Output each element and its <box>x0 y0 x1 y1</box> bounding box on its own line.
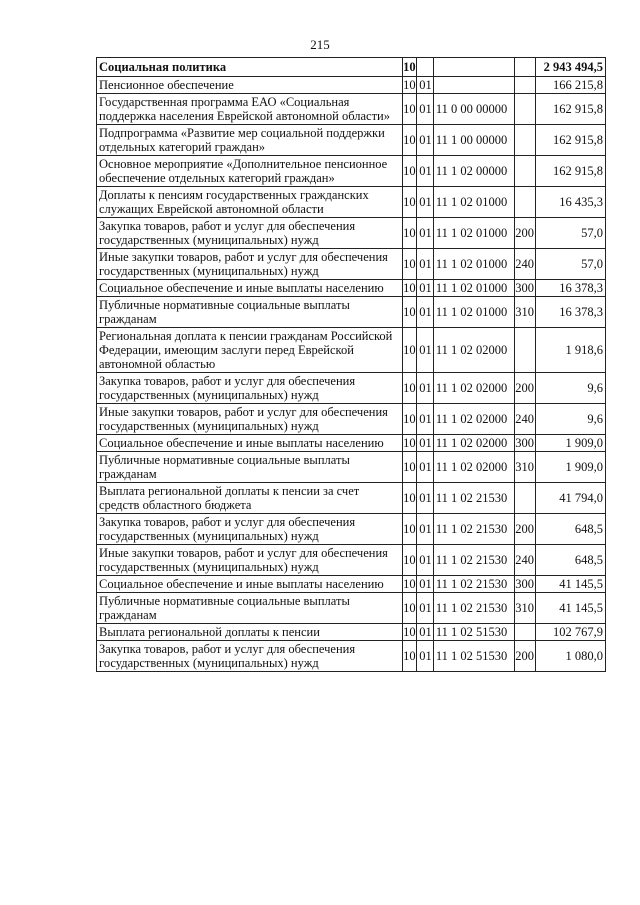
section-code-cell: 10 <box>403 281 416 295</box>
section-code-cell: 10 <box>402 593 417 624</box>
row-name-cell: Закупка товаров, работ и услуг для обеспечения государственных (муниципальных) нужд <box>97 373 403 404</box>
row-name-cell: Выплата региональной доплаты к пенсии <box>97 624 403 641</box>
amount-cell: 162 915,8 <box>536 125 606 156</box>
amount-cell: 16 435,3 <box>536 187 606 218</box>
expense-type-code-cell: 300 <box>515 281 534 295</box>
section-code-cell: 10 <box>402 94 417 125</box>
row-name-cell: Закупка товаров, работ и услуг для обеспечения государственных (муниципальных) нужд <box>97 218 403 249</box>
target-item-code-cell: 11 1 02 01000 <box>433 218 514 249</box>
section-code-cell: 10 <box>403 78 416 92</box>
expense-type-code-cell <box>515 328 536 373</box>
amount-cell: 162 915,8 <box>536 156 606 187</box>
amount-cell: 166 215,8 <box>536 77 606 94</box>
subsection-code-cell: 01 <box>417 483 434 514</box>
amount-cell: 57,0 <box>536 249 606 280</box>
table-row <box>97 249 606 280</box>
table-row <box>97 156 606 187</box>
section-code-cell: 10 <box>402 545 417 576</box>
expense-type-code-cell: 300 <box>515 577 534 591</box>
amount-cell: 162 915,8 <box>536 94 606 125</box>
expense-type-code-cell: 240 <box>515 249 536 280</box>
table-row <box>97 94 606 125</box>
target-item-code-cell: 11 0 00 00000 <box>433 94 514 125</box>
table-row <box>97 593 606 624</box>
expense-type-code-cell: 240 <box>515 545 536 576</box>
target-item-code-cell: 11 1 02 21530 <box>433 483 514 514</box>
table-row <box>97 280 606 297</box>
subsection-code-cell: 01 <box>417 77 434 94</box>
table-row <box>97 373 606 404</box>
table-row <box>97 187 606 218</box>
expense-type-code-cell: 240 <box>515 404 536 435</box>
subsection-code-cell: 01 <box>417 125 434 156</box>
budget-table <box>96 57 606 672</box>
amount-cell: 41 794,0 <box>536 483 606 514</box>
amount-cell: 1 918,6 <box>536 328 606 373</box>
subsection-code-cell: 01 <box>417 218 434 249</box>
amount-cell: 41 145,5 <box>536 576 606 593</box>
target-item-code-cell: 11 1 02 01000 <box>433 297 514 328</box>
row-name-cell: Подпрограмма «Развитие мер социальной поддержки отдельных категорий граждан» <box>97 125 403 156</box>
table-row <box>97 641 606 672</box>
section-code-cell: 10 <box>402 297 417 328</box>
row-name-cell: Иные закупки товаров, работ и услуг для обеспечения государственных (муниципальных) нужд <box>97 249 403 280</box>
target-item-code-cell <box>433 58 514 77</box>
subsection-code-cell: 01 <box>417 514 434 545</box>
row-name-cell: Закупка товаров, работ и услуг для обеспечения государственных (муниципальных) нужд <box>97 641 403 672</box>
row-name-cell: Публичные нормативные социальные выплаты гражданам <box>97 297 403 328</box>
section-code-cell: 10 <box>402 156 417 187</box>
expense-type-code-cell: 200 <box>515 641 536 672</box>
amount-cell: 1 080,0 <box>536 641 606 672</box>
target-item-code-cell: 11 1 02 02000 <box>433 328 514 373</box>
target-item-code-cell: 11 1 02 21530 <box>433 593 514 624</box>
expense-type-code-cell <box>515 77 536 94</box>
target-item-code-cell: 11 1 00 00000 <box>433 125 514 156</box>
row-name-cell: Публичные нормативные социальные выплаты гражданам <box>97 593 403 624</box>
expense-type-code-cell <box>515 58 536 77</box>
target-item-code-cell <box>433 77 514 94</box>
table-row <box>97 218 606 249</box>
amount-cell: 16 378,3 <box>536 280 606 297</box>
subsection-code-cell: 01 <box>417 187 434 218</box>
row-name-cell: Иные закупки товаров, работ и услуг для обеспечения государственных (муниципальных) нужд <box>97 545 403 576</box>
subsection-code-cell <box>417 58 434 77</box>
row-name-cell: Выплата региональной доплаты к пенсии за счет средств областного бюджета <box>97 483 403 514</box>
section-code-cell: 10 <box>402 328 417 373</box>
amount-cell: 102 767,9 <box>536 624 606 641</box>
subsection-code-cell: 01 <box>417 280 434 297</box>
amount-cell: 648,5 <box>536 545 606 576</box>
table-row <box>97 297 606 328</box>
target-item-code-cell: 11 1 02 51530 <box>433 641 514 672</box>
table-row <box>97 435 606 452</box>
row-name-cell: Государственная программа ЕАО «Социальная поддержка населения Еврейской автономной области» <box>97 94 403 125</box>
subsection-code-cell: 01 <box>417 593 434 624</box>
target-item-code-cell: 11 1 02 02000 <box>433 452 514 483</box>
target-item-code-cell: 11 1 02 02000 <box>433 435 514 452</box>
amount-cell: 16 378,3 <box>536 297 606 328</box>
amount-cell: 2 943 494,5 <box>536 58 606 77</box>
amount-cell: 1 909,0 <box>536 452 606 483</box>
amount-cell: 9,6 <box>536 404 606 435</box>
target-item-code-cell: 11 1 02 21530 <box>433 545 514 576</box>
row-name-cell: Социальное обеспечение и иные выплаты населению <box>97 280 403 297</box>
budget-table-body <box>97 58 606 672</box>
target-item-code-cell: 11 1 02 01000 <box>433 249 514 280</box>
section-code-cell: 10 <box>403 577 416 591</box>
row-name-cell: Пенсионное обеспечение <box>97 77 403 94</box>
section-code-cell: 10 <box>402 483 417 514</box>
table-row <box>97 576 606 593</box>
row-name-cell: Иные закупки товаров, работ и услуг для обеспечения государственных (муниципальных) нужд <box>97 404 403 435</box>
table-row <box>97 545 606 576</box>
expense-type-code-cell <box>515 624 536 641</box>
target-item-code-cell: 11 1 02 51530 <box>433 624 514 641</box>
subsection-code-cell: 01 <box>417 297 434 328</box>
subsection-code-cell: 01 <box>417 249 434 280</box>
subsection-code-cell: 01 <box>417 94 434 125</box>
subsection-code-cell: 01 <box>417 641 434 672</box>
amount-cell: 41 145,5 <box>536 593 606 624</box>
row-name-cell: Публичные нормативные социальные выплаты гражданам <box>97 452 403 483</box>
table-row <box>97 624 606 641</box>
row-name-cell: Региональная доплата к пенсии гражданам Российской Федерации, имеющим заслуги перед Еврейской автономной областью <box>97 328 403 373</box>
section-code-cell: 10 <box>402 187 417 218</box>
subsection-code-cell: 01 <box>417 328 434 373</box>
target-item-code-cell: 11 1 02 01000 <box>433 280 514 297</box>
table-header-row <box>97 58 606 77</box>
row-name-cell: Основное мероприятие «Дополнительное пенсионное обеспечение отдельных категорий граждан» <box>97 156 403 187</box>
table-row <box>97 483 606 514</box>
expense-type-code-cell <box>515 483 536 514</box>
section-code-cell: 10 <box>402 249 417 280</box>
expense-type-code-cell <box>515 125 536 156</box>
expense-type-code-cell: 200 <box>515 373 536 404</box>
table-row <box>97 404 606 435</box>
section-code-cell: 10 <box>402 125 417 156</box>
amount-cell: 57,0 <box>536 218 606 249</box>
expense-type-code-cell: 200 <box>515 514 536 545</box>
row-name-cell: Социальная политика <box>97 58 403 77</box>
subsection-code-cell: 01 <box>417 435 434 452</box>
target-item-code-cell: 11 1 02 02000 <box>433 373 514 404</box>
subsection-code-cell: 01 <box>417 576 434 593</box>
table-row <box>97 125 606 156</box>
expense-type-code-cell: 310 <box>515 593 536 624</box>
section-code-cell: 10 <box>402 218 417 249</box>
page-number: 215 <box>310 37 330 52</box>
table-row <box>97 452 606 483</box>
subsection-code-cell: 01 <box>417 452 434 483</box>
expense-type-code-cell: 310 <box>515 452 536 483</box>
section-code-cell: 10 <box>402 373 417 404</box>
row-name-cell: Закупка товаров, работ и услуг для обеспечения государственных (муниципальных) нужд <box>97 514 403 545</box>
target-item-code-cell: 11 1 02 21530 <box>433 576 514 593</box>
row-name-cell: Социальное обеспечение и иные выплаты населению <box>97 576 403 593</box>
subsection-code-cell: 01 <box>417 404 434 435</box>
target-item-code-cell: 11 1 02 01000 <box>433 187 514 218</box>
subsection-code-cell: 01 <box>417 373 434 404</box>
amount-cell: 9,6 <box>536 373 606 404</box>
subsection-code-cell: 01 <box>417 545 434 576</box>
amount-cell: 1 909,0 <box>536 435 606 452</box>
section-code-cell: 10 <box>402 58 417 77</box>
amount-cell: 648,5 <box>536 514 606 545</box>
target-item-code-cell: 11 1 02 00000 <box>433 156 514 187</box>
section-code-cell: 10 <box>402 641 417 672</box>
section-code-cell: 10 <box>403 625 416 639</box>
section-code-cell: 10 <box>402 452 417 483</box>
table-row <box>97 77 606 94</box>
expense-type-code-cell <box>515 187 536 218</box>
expense-type-code-cell <box>515 94 536 125</box>
table-row <box>97 514 606 545</box>
expense-type-code-cell <box>515 156 536 187</box>
subsection-code-cell: 01 <box>417 624 434 641</box>
row-name-cell: Доплаты к пенсиям государственных гражданских служащих Еврейской автономной области <box>97 187 403 218</box>
expense-type-code-cell: 310 <box>515 297 536 328</box>
target-item-code-cell: 11 1 02 21530 <box>433 514 514 545</box>
row-name-cell: Социальное обеспечение и иные выплаты населению <box>97 435 403 452</box>
subsection-code-cell: 01 <box>417 156 434 187</box>
target-item-code-cell: 11 1 02 02000 <box>433 404 514 435</box>
section-code-cell: 10 <box>403 436 416 450</box>
expense-type-code-cell: 200 <box>515 218 536 249</box>
section-code-cell: 10 <box>402 514 417 545</box>
table-row <box>97 328 606 373</box>
expense-type-code-cell: 300 <box>515 436 534 450</box>
section-code-cell: 10 <box>402 404 417 435</box>
